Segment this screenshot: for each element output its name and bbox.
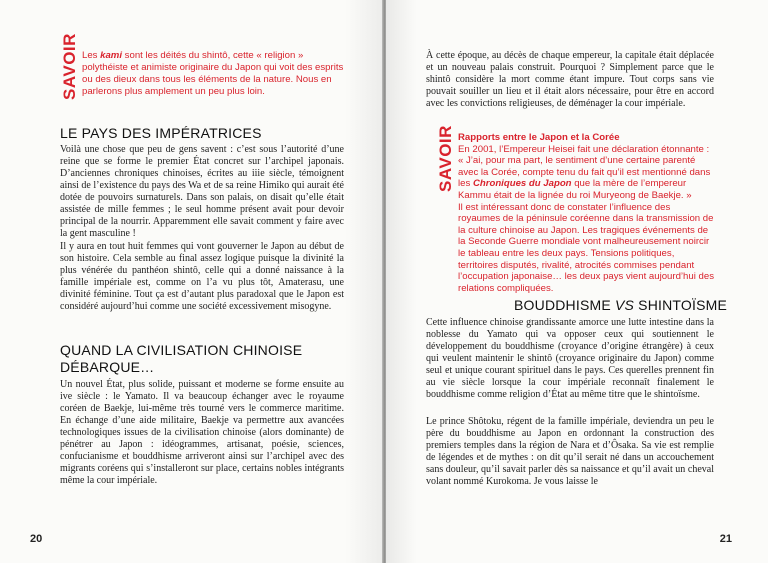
paragraph-shotoku: Le prince Shôtoku, régent de la famille impériale, deviendra un peu le père du bouddhisme au Japon en ordonnant la construction des premiers temples dans la région de Nara et d’Ôsaka. Sa vie est remplie de légendes et de mythes : on dit qu’il serait né dans un accouchement sans douleur, qu’il savait parler dès sa naissance et qu’il avait un cheval volant nommé Kurokoma. Je vous laisse le <box>426 416 714 487</box>
savoir-label-right: SAVOIR <box>436 125 455 192</box>
savoir-note <box>82 50 344 98</box>
right-page <box>386 0 768 563</box>
heading-vs: VS <box>615 297 635 313</box>
savoir-text-influence: Il est intéressant donc de constater l’influence des royaumes de la péninsule coréenne dans la transmission de la culture chinoise au Japon. Les tragiques événements de la Seconde Guerre mondiale vont malheureusement noircir le tableau entre les deux pays. Tensions politiques, territoires disputés, rivalité, atrocités commises pendant l’occupation japonaise… les deux pays vient aujourd’hui des relations compliquées. <box>458 201 714 294</box>
savoir-quote <box>458 144 714 202</box>
section-heading-civilisation-line2: DÉBARQUE… <box>60 359 155 375</box>
savoir-note-coree <box>458 132 714 294</box>
page-number-right: 21 <box>719 533 732 545</box>
savoir-text-pre: Les <box>82 50 101 61</box>
savoir-title: Rapports entre le Japon et la Corée <box>458 132 620 143</box>
paragraph-imperatrices-2: Il y aura en tout huit femmes qui vont gouverner le Japon au début de son histoire. Cela semble au final assez logique puisque la divinité la plus vénérée du panthéon shintô, celle qui a donné naissance à la famille impériale est, comme on l’a vu plus tôt, Amaterasu, une divinité féminine. Tout ça est d’autant plus paradoxal que le Japon est considéré aujourd’hui comme une société excessivement misogyne. <box>60 241 344 312</box>
section-heading-civilisation <box>60 342 302 376</box>
savoir-label: SAVOIR <box>60 33 79 100</box>
savoir-quote-bold: Chroniques du Japon <box>472 178 572 190</box>
savoir-text-post: sont les déités du shintô, cette « religion » polythéiste et animiste originaire du Japon qui voit des esprits ou des dieux dans tous les éléments de la nature. Nous en parlerons plus amplement un peu plus loin. <box>82 50 344 97</box>
savoir-quote-post: que la mère de l’empereur Kammu était de la lignée du roi Muryeong de Baekje. » <box>458 178 692 201</box>
paragraph-imperatrices-1: Voilà une chose que peu de gens savent : c’est sous l’autorité d’une reine que se forme le premier État concret sur l’archipel japonais. D’anciennes chroniques chinoises, écrites au iiie siècle, témoignent ainsi de l’existence du pays des Wa et de sa reine Himiko qui aurait été dotée de pouvoirs surnaturels. Dans son palais, on disait qu’elle était assistée de mille femmes ; le seul homme présent avait pour devoir principal de la nourrir. Apparemment elle savait comment y faire avec la gent masculine ! <box>60 144 344 239</box>
heading-bouddhisme: BOUDDHISME <box>514 297 615 313</box>
section-heading-imperatrices: LE PAYS DES IMPÉRATRICES <box>60 125 262 141</box>
paragraph-capitale: À cette époque, au décès de chaque empereur, la capitale était déplacée et un nouveau palais construit. Pourquoi ? Simplement parce que le shintô considère la mort comme étant impure. Tout corps sans vie pouvait souiller un lieu et il était alors nécessaire, pour être en accord avec les convictions religieuses, de déménager la cour impériale. <box>426 50 714 109</box>
savoir-kami: kami <box>100 50 123 61</box>
section-heading-civilisation-line1: QUAND LA CIVILISATION CHINOISE <box>60 342 303 358</box>
paragraph-bouddhisme-1: Cette influence chinoise grandissante amorce une lutte intestine dans la noblesse du Yamato qui va opposer ceux qui soutiennent le développement du bouddhisme (croyance d’origine étrangère) à ceux qui veulent maintenir le shintô (croyance originaire du Japon) comme seul et unique courant spirituel dans le pays. Ces querelles prennent fin au vie siècle lorsque la cour impériale reconnaît finalement le bouddhisme comme religion d’État au même titre que le shintoïsme. <box>426 317 714 400</box>
savoir-quote-pre: En 2001, l’Empereur Heisei fait une déclaration étonnante : « J’ai, pour ma part, le sentiment d’une certaine parenté avec la Corée, compte tenu du fait qu’il est mentionné dans les <box>458 143 711 190</box>
heading-shintoisme: SHINTOÏSME <box>634 297 728 313</box>
section-heading-bouddhisme <box>514 297 727 313</box>
paragraph-civilisation: Un nouvel État, plus solide, puissant et moderne se forme ensuite au ive siècle : le Yamato. Il va beaucoup échanger avec le royaume coréen de Baekje, lui-même très tourné vers le commerce maritime. En échange d’une aide militaire, Baekje va permettre aux avancées technologiques issues de la civilisation chinoise (alors dominante) de pénétrer au Japon : idéogrammes, artisanat, poésie, sciences, confucianisme et bouddhisme arriveront ainsi sur l’archipel avec des migrants coréens qui s’installeront sur place, certains nobles intégrants même la cour impériale. <box>60 379 344 486</box>
page-number-left: 20 <box>30 533 43 545</box>
